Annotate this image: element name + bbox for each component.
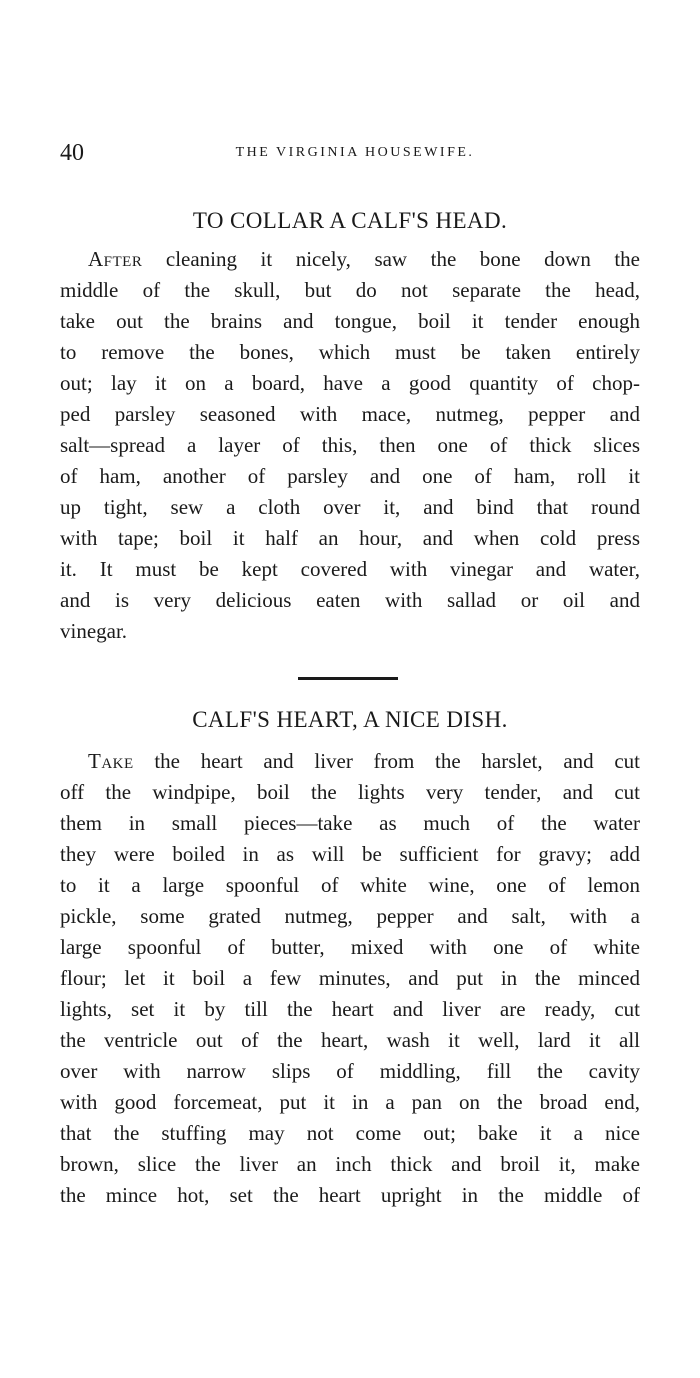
text-line: flour; let it boil a few minutes, and put in the minced	[60, 966, 640, 990]
text-line: with tape; boil it half an hour, and when cold press	[60, 526, 640, 550]
text-line: the ventricle out of the heart, wash it well, lard it all	[60, 1028, 640, 1052]
recipe-body	[60, 746, 640, 1211]
text-line: out; lay it on a board, have a good quantity of chop-	[60, 371, 640, 395]
text-line: to remove the bones, which must be taken entirely	[60, 340, 640, 364]
text-line	[60, 746, 640, 777]
text-line: off the windpipe, boil the lights very tender, and cut	[60, 780, 640, 804]
section-divider	[298, 677, 398, 680]
line-text: the heart and liver from the harslet, and cut	[133, 749, 640, 773]
text-line: of ham, another of parsley and one of ham, roll it	[60, 464, 640, 488]
text-line: ped parsley seasoned with mace, nutmeg, pepper and	[60, 402, 640, 426]
text-line: to it a large spoonful of white wine, one of lemon	[60, 873, 640, 897]
text-line: brown, slice the liver an inch thick and broil it, make	[60, 1152, 640, 1176]
line-text: cleaning it nicely, saw the bone down the	[142, 247, 640, 271]
text-line: up tight, sew a cloth over it, and bind that round	[60, 495, 640, 519]
running-title: THE VIRGINIA HOUSEWIFE.	[235, 145, 475, 160]
lead-word: After	[88, 247, 143, 271]
text-line: with good forcemeat, put it in a pan on the broad end,	[60, 1090, 640, 1114]
running-head	[60, 140, 640, 166]
text-line: lights, set it by till the heart and liver are ready, cut	[60, 997, 640, 1021]
recipe-title: TO COLLAR A CALF'S HEAD.	[192, 208, 508, 233]
text-line: take out the brains and tongue, boil it tender enough	[60, 309, 640, 333]
text-line: that the stuffing may not come out; bake it a nice	[60, 1121, 640, 1145]
recipe-title: CALF'S HEART, A NICE DISH.	[192, 707, 508, 732]
text-line: large spoonful of butter, mixed with one of white	[60, 935, 640, 959]
lead-word: Take	[88, 749, 134, 773]
text-line: and is very delicious eaten with sallad or oil and	[60, 588, 640, 612]
text-line: pickle, some grated nutmeg, pepper and salt, with a	[60, 904, 640, 928]
text-line: salt—spread a layer of this, then one of thick slices	[60, 433, 640, 457]
text-line: middle of the skull, but do not separate the head,	[60, 278, 640, 302]
recipe-body	[60, 244, 640, 647]
text-line: vinegar.	[60, 619, 128, 643]
text-line: over with narrow slips of middling, fill the cavity	[60, 1059, 640, 1083]
page-number: 40	[60, 140, 84, 166]
text-line	[60, 244, 640, 275]
text-line: them in small pieces—take as much of the water	[60, 811, 640, 835]
text-line: the mince hot, set the heart upright in the middle of	[60, 1183, 640, 1207]
text-line: they were boiled in as will be sufficient for gravy; add	[60, 842, 640, 866]
text-line: it. It must be kept covered with vinegar and water,	[60, 557, 640, 581]
